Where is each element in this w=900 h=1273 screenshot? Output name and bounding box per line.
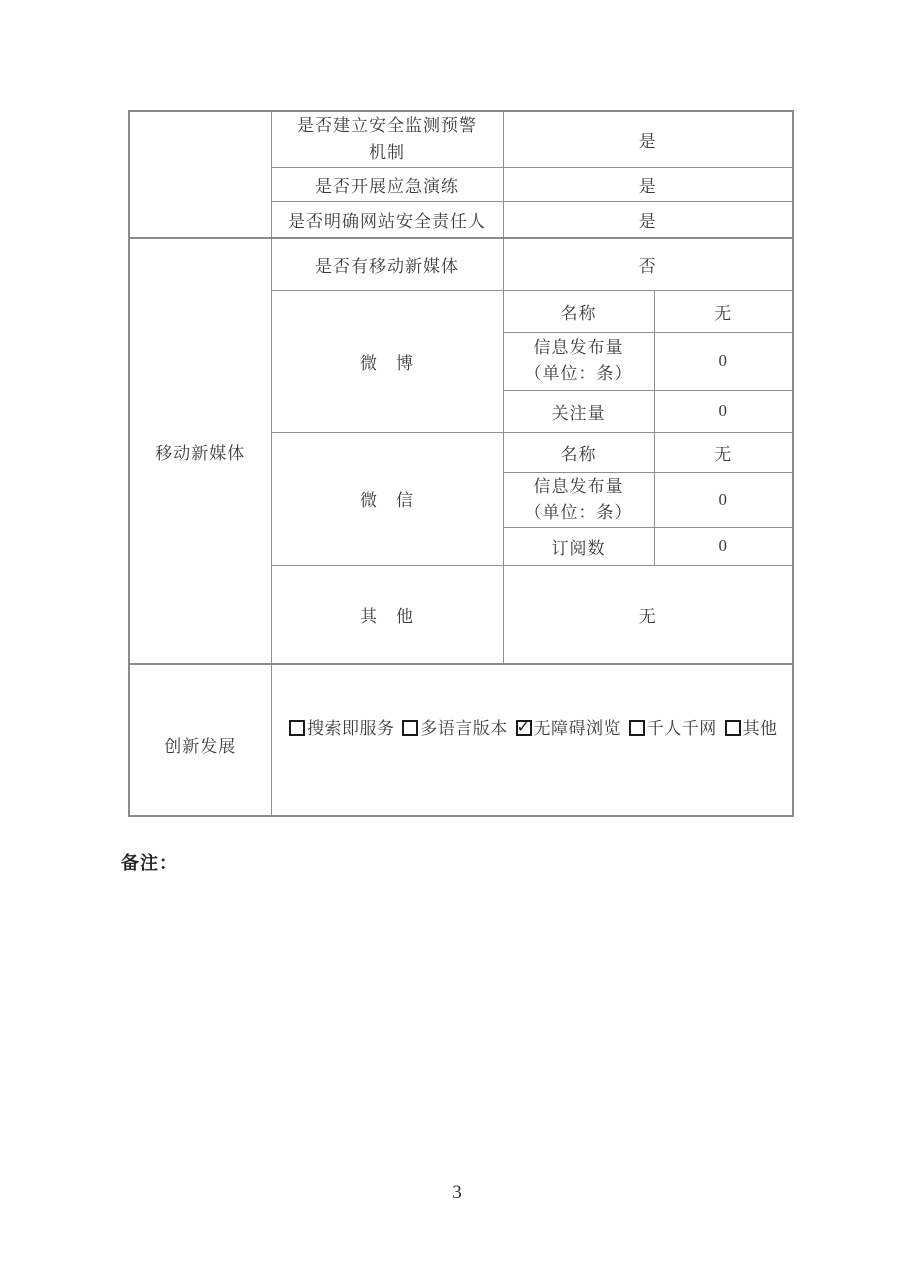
wechat-group-cell: 微 信 [271, 432, 503, 565]
question-cell [271, 111, 503, 167]
innovation-options-cell [271, 664, 793, 816]
metric-label-cell: 关注量 [503, 390, 654, 432]
checkbox-checked-icon [516, 720, 532, 736]
metric-label-cell: 订阅数 [503, 527, 654, 565]
metric-label: 信息发布量 [533, 476, 624, 496]
section-spacer-cell [129, 111, 271, 238]
metric-value-cell: 0 [654, 390, 793, 432]
metric-value-cell: 0 [654, 332, 793, 390]
metric-label: 信息发布量 [533, 338, 624, 357]
question-cell: 是否明确网站安全责任人 [271, 201, 503, 238]
metric-label-cell [503, 332, 654, 390]
option-label: 无障碍浏览 [533, 718, 621, 738]
answer-cell: 无 [503, 565, 793, 664]
answer-cell: 是 [503, 167, 793, 201]
page-number: 3 [452, 1182, 462, 1203]
table-row [129, 238, 793, 290]
metric-value-cell: 无 [654, 432, 793, 472]
metric-label-cell [503, 472, 654, 527]
metric-label-cell: 名称 [503, 432, 654, 472]
annual-report-table [128, 110, 794, 817]
table-row [129, 111, 793, 167]
metric-value-cell: 无 [654, 290, 793, 332]
answer-cell: 是 [503, 201, 793, 238]
metric-label-cell: 名称 [503, 290, 654, 332]
metric-value-cell: 0 [654, 527, 793, 565]
notes-label: 备注： [121, 853, 178, 873]
answer-cell: 是 [503, 111, 793, 167]
innovation-options-line [272, 714, 793, 739]
question-label: 是否建立安全监测预警 [297, 116, 477, 136]
checkbox-icon [289, 720, 305, 736]
checkbox-icon [402, 720, 418, 736]
innovation-header-label: 创新发展 [164, 736, 237, 756]
option-label: 千人千网 [646, 718, 717, 738]
metric-label: （单位：条） [524, 364, 633, 383]
innovation-header-cell [129, 664, 271, 816]
metric-label: （单位：条） [524, 502, 633, 522]
question-label: 机制 [369, 143, 405, 163]
question-cell: 是否开展应急演练 [271, 167, 503, 201]
option-label: 搜索即服务 [307, 718, 395, 738]
option-label: 多语言版本 [420, 718, 508, 738]
table-row [129, 664, 793, 816]
option-label: 其他 [742, 718, 778, 738]
mobile-media-header-cell: 移动新媒体 [129, 238, 271, 664]
checkbox-icon [629, 720, 645, 736]
question-cell: 是否有移动新媒体 [271, 238, 503, 290]
checkbox-icon [725, 720, 741, 736]
answer-cell: 否 [503, 238, 793, 290]
metric-value-cell: 0 [654, 472, 793, 527]
weibo-group-cell: 微 博 [271, 290, 503, 432]
other-group-cell: 其 他 [271, 565, 503, 664]
